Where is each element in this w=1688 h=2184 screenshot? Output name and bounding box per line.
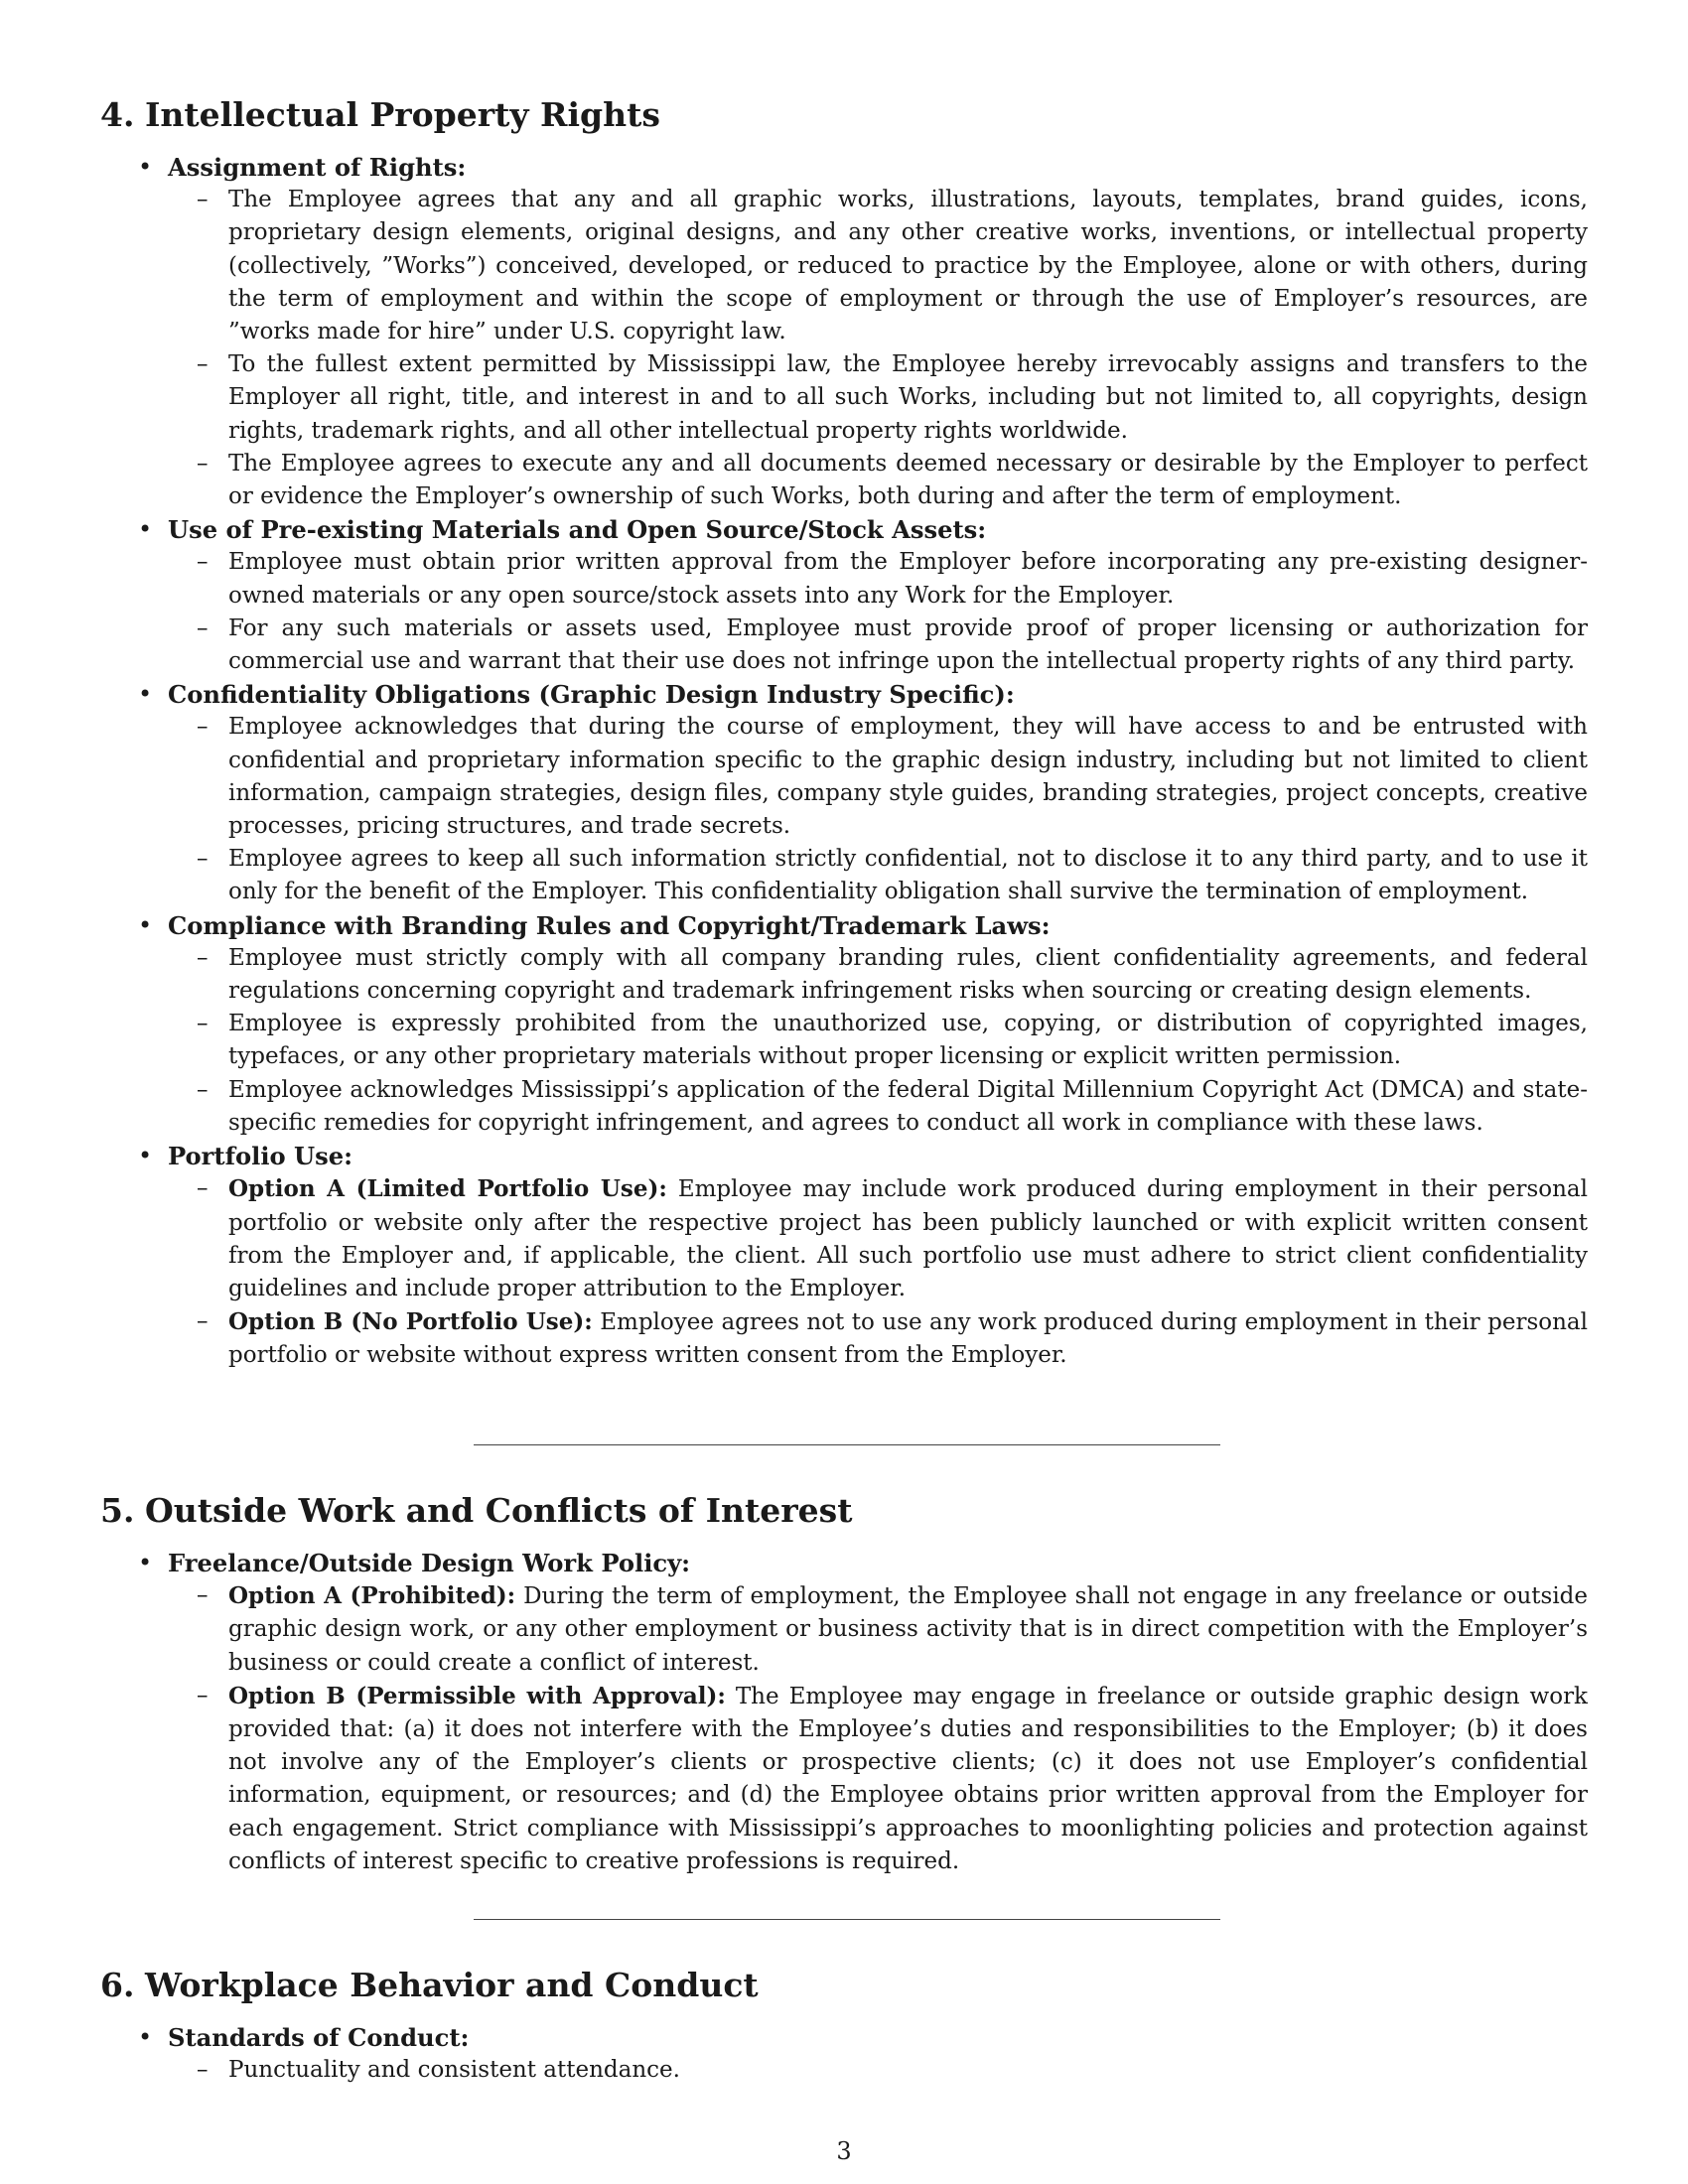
- list-item: • Compliance with Branding Rules and Copyright/Trademark Laws: – Employee must strictly comply with all company branding rules, client confidentiality agreements, and federal regulations concerning copyright and trademark infringement risks when sourcing or creating design elements. – Employee is expressly prohibited from the unauthorized use, copying, or distribution of copyrighted images, typefaces, or any other proprietary materials without proper licensing or explicit written permission. – Employee acknowledges Mississippi’s application of the federal Digital Millennium Copyright Act (DMCA) and state-specific remedies for copyright infringement, and agrees to conduct all work in compliance with these laws.: [0, 909, 1688, 1140]
- section-5-list: [0, 1547, 1688, 1878]
- dash-icon: –: [197, 2057, 209, 2084]
- list-item: – Employee is expressly prohibited from the unauthorized use, copying, or distribution of copyrighted images, typefaces, or any other proprietary materials without proper licensing or explicit written permission.: [168, 1008, 1688, 1073]
- bullet-icon: •: [138, 1142, 153, 1170]
- list-item: • Assignment of Rights: – The Employee agrees that any and all graphic works, illustrations, layouts, templates, brand guides, icons, proprietary design elements, original designs, and any other creative works, inventions, or intellectual property (collectively, ”Works”) conceived, developed, or reduced to practice by the Employee, alone or with others, during the term of employment and within the scope of employment or through the use of Employer’s resources, are ”works made for hire” under U.S. copyright law. – To the fullest extent permitted by Mississippi law, the Employee hereby irrevocably assigns and transfers to the Employer all right, title, and interest in and to all such Works, including but not limited to, all copyrights, design rights, trademark rights, and all other intellectual property rights worldwide. – The Employee agrees to execute any and all documents deemed necessary or desirable by the Employer to perfect or evidence the Employer’s ownership of such Works, both during and after the term of employment.: [0, 151, 1688, 513]
- list-item: – Option B (Permissible with Approval): The Employee may engage in freelance or outside graphic design work provided that: (a) it does not interfere with the Employee’s duties and responsibilities to the Employer; (b) it does not involve any of the Employer’s clients or prospective clients; (c) it does not use Employer’s confidential information, equipment, or resources; and (d) the Employee obtains prior written approval from the Employer for each engagement. Strict compliance with Mississippi’s approaches to moonlighting policies and protection against conflicts of interest specific to creative professions is required.: [168, 1680, 1688, 1878]
- dash-icon: –: [197, 187, 209, 213]
- list-item: – Employee acknowledges that during the course of employment, they will have access to and be entrusted with confidential and proprietary information specific to the graphic design industry, including but not limited to client information, campaign strategies, design files, company style guides, branding strategies, project concepts, creative processes, pricing structures, and trade secrets.: [168, 711, 1688, 843]
- list-item: • Confidentiality Obligations (Graphic Design Industry Specific): – Employee acknowledges that during the course of employment, they will have access to and be entrusted with confidential and proprietary information specific to the graphic design industry, including but not limited to client information, campaign strategies, design files, company style guides, branding strategies, project concepts, creative processes, pricing structures, and trade secrets. – Employee agrees to keep all such information strictly confidential, not to disclose it to any third party, and to use it only for the benefit of the Employer. This confidentiality obligation shall survive the termination of employment.: [0, 678, 1688, 908]
- list-item: – The Employee agrees to execute any and all documents deemed necessary or desirable by the Employer to perfect or evidence the Employer’s ownership of such Works, both during and after the term of employment.: [168, 448, 1688, 513]
- dash-icon: –: [197, 1011, 209, 1037]
- page-number: 3: [836, 2137, 852, 2165]
- section-5-title: 5. Outside Work and Conflicts of Interest: [100, 1491, 853, 1530]
- section-6-list: [0, 2021, 1688, 2087]
- bullet-icon: •: [138, 2023, 153, 2051]
- sublist: [168, 184, 1688, 513]
- bullet-icon: •: [138, 153, 153, 181]
- list-item: – For any such materials or assets used, Employee must provide proof of proper licensing or authorization for commercial use and warrant that their use does not infringe upon the intellectual property rights of any third party.: [168, 613, 1688, 678]
- sublist: [168, 1172, 1688, 1372]
- list-item: – Employee must strictly comply with all company branding rules, client confidentiality agreements, and federal regulations concerning copyright and trademark infringement risks when sourcing or creating design elements.: [168, 942, 1688, 1008]
- section-divider: [474, 1444, 1220, 1445]
- sublist: [168, 546, 1688, 678]
- bullet-icon: •: [138, 680, 153, 709]
- list-item: – Option A (Limited Portfolio Use): Employee may include work produced during employment in their personal portfolio or website only after the respective project has been publicly launched or with explicit written consent from the Employer and, if applicable, the client. All such portfolio use must adhere to strict client confidentiality guidelines and include proper attribution to the Employer.: [168, 1172, 1688, 1305]
- list-item: • Freelance/Outside Design Work Policy: – Option A (Prohibited): During the term of employment, the Employee shall not engage in any freelance or outside graphic design work, or any other employment or business activity that is in direct competition with the Employer’s business or could create a conflict of interest. – Option B (Permissible with Approval): The Employee may engage in freelance or outside graphic design work provided that: (a) it does not interfere with the Employee’s duties and responsibilities to the Employer; (b) it does not involve any of the Employer’s clients or prospective clients; (c) it does not use Employer’s confidential information, equipment, or resources; and (d) the Employee obtains prior written approval from the Employer for each engagement. Strict compliance with Mississippi’s approaches to moonlighting policies and protection against conflicts of interest specific to creative professions is required.: [0, 1547, 1688, 1878]
- dash-icon: –: [197, 1308, 209, 1335]
- dash-icon: –: [197, 614, 209, 641]
- sublist: [168, 2054, 1688, 2087]
- dash-icon: –: [197, 450, 209, 477]
- list-item: – Employee acknowledges Mississippi’s application of the federal Digital Millennium Copyright Act (DMCA) and state-specific remedies for copyright infringement, and agrees to conduct all work in compliance with these laws.: [168, 1074, 1688, 1140]
- list-item: – The Employee agrees that any and all graphic works, illustrations, layouts, templates, brand guides, icons, proprietary design elements, original designs, and any other creative works, inventions, or intellectual property (collectively, ”Works”) conceived, developed, or reduced to practice by the Employee, alone or with others, during the term of employment and within the scope of employment or through the use of Employer’s resources, are ”works made for hire” under U.S. copyright law.: [168, 184, 1688, 348]
- list-item: – Punctuality and consistent attendance.: [168, 2054, 1688, 2087]
- list-item: – Option B (No Portfolio Use): Employee agrees not to use any work produced during employment in their personal portfolio or website without express written consent from the Employer.: [168, 1305, 1688, 1372]
- list-item: • Use of Pre-existing Materials and Open Source/Stock Assets: – Employee must obtain prior written approval from the Employer before incorporating any pre-existing designer-owned materials or any open source/stock assets into any Work for the Employer. – For any such materials or assets used, Employee must provide proof of proper licensing or authorization for commercial use and warrant that their use does not infringe upon the intellectual property rights of any third party.: [0, 513, 1688, 678]
- bullet-icon: •: [138, 515, 153, 544]
- dash-icon: –: [197, 944, 209, 971]
- dash-icon: –: [197, 714, 209, 741]
- sublist: [168, 942, 1688, 1140]
- section-4-title: 4. Intellectual Property Rights: [100, 95, 660, 134]
- dash-icon: –: [197, 351, 209, 378]
- section-6-title: 6. Workplace Behavior and Conduct: [100, 1966, 759, 2004]
- list-item: – Employee agrees to keep all such information strictly confidential, not to disclose it to any third party, and to use it only for the benefit of the Employer. This confidentiality obligation shall survive the termination of employment.: [168, 843, 1688, 908]
- list-item: – Employee must obtain prior written approval from the Employer before incorporating any pre-existing designer-owned materials or any open source/stock assets into any Work for the Employer.: [168, 546, 1688, 612]
- bullet-icon: •: [138, 910, 153, 939]
- list-item: – To the fullest extent permitted by Mississippi law, the Employee hereby irrevocably assigns and transfers to the Employer all right, title, and interest in and to all such Works, including but not limited to, all copyrights, design rights, trademark rights, and all other intellectual property rights worldwide.: [168, 348, 1688, 448]
- dash-icon: –: [197, 1175, 209, 1202]
- list-item: • Standards of Conduct: – Punctuality and consistent attendance.: [0, 2021, 1688, 2087]
- bullet-icon: •: [138, 1549, 153, 1576]
- sublist: [168, 1579, 1688, 1878]
- sublist: [168, 711, 1688, 908]
- dash-icon: –: [197, 846, 209, 873]
- dash-icon: –: [197, 1682, 209, 1708]
- dash-icon: –: [197, 1582, 209, 1609]
- dash-icon: –: [197, 1076, 209, 1103]
- section-divider: [474, 1919, 1220, 1920]
- list-item: – Option A (Prohibited): During the term of employment, the Employee shall not engage in any freelance or outside graphic design work, or any other employment or business activity that is in direct competition with the Employer’s business or could create a conflict of interest.: [168, 1579, 1688, 1680]
- list-item: • Portfolio Use: – Option A (Limited Portfolio Use): Employee may include work produced during employment in their personal portfolio or website only after the respective project has been publicly launched or with explicit written consent from the Employer and, if applicable, the client. All such portfolio use must adhere to strict client confidentiality guidelines and include proper attribution to the Employer. – Option B (No Portfolio Use): Employee agrees not to use any work produced during employment in their personal portfolio or website without express written consent from the Employer.: [0, 1140, 1688, 1372]
- dash-icon: –: [197, 549, 209, 576]
- section-4-list: [0, 151, 1688, 1373]
